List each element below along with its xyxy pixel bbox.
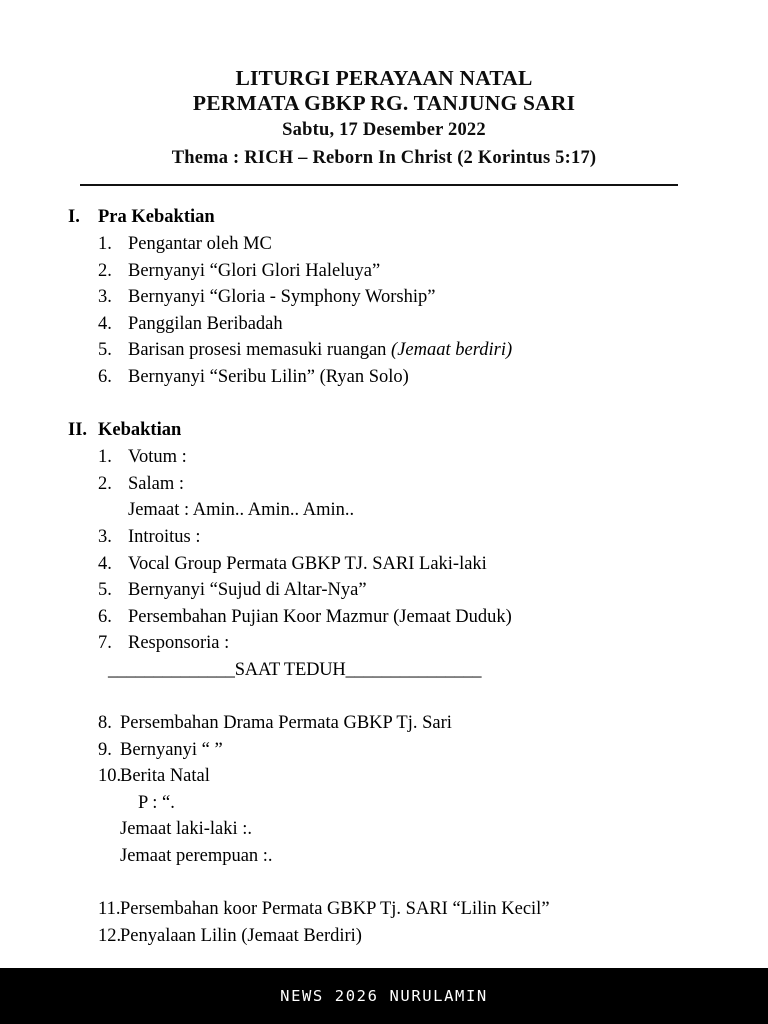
list-item bbox=[0, 604, 768, 631]
list-item-text: Bernyanyi “ ” bbox=[120, 739, 223, 760]
list-marker: 5. bbox=[98, 340, 112, 361]
list-item-text: Persembahan Pujian Koor Mazmur (Jemaat Duduk) bbox=[128, 606, 512, 627]
section-heading-1 bbox=[0, 204, 768, 231]
list-item-text-main: Barisan prosesi memasuki ruangan bbox=[128, 340, 392, 361]
list-marker: 2. bbox=[98, 473, 112, 494]
list-marker: 9. bbox=[98, 739, 112, 760]
list-marker: 7. bbox=[98, 633, 112, 654]
saat-teduh-divider: ______________SAAT TEDUH_______________ bbox=[108, 659, 482, 680]
section-gap bbox=[0, 391, 768, 418]
subline-jemaat-laki: Jemaat laki-laki :. bbox=[120, 819, 253, 840]
list-marker: 2. bbox=[98, 260, 112, 281]
block-gap bbox=[0, 684, 768, 711]
theme-line: Thema : RICH – Reborn In Christ (2 Korintus 5:17) bbox=[171, 148, 597, 168]
list-marker: 3. bbox=[98, 287, 112, 308]
date-line: Sabtu, 17 Desember 2022 bbox=[282, 120, 486, 140]
list-marker: 5. bbox=[98, 580, 112, 601]
list-marker: 1. bbox=[98, 234, 112, 254]
list-item bbox=[0, 923, 768, 950]
list-item-text: Salam : bbox=[128, 473, 185, 494]
list-item-text: Pengantar oleh MC bbox=[128, 234, 272, 254]
list-item bbox=[0, 337, 768, 364]
footer-watermark-text: NEWS 2026 NURULAMIN bbox=[280, 987, 488, 1005]
list-item bbox=[0, 763, 768, 790]
subline-jemaat-perempuan: Jemaat perempuan :. bbox=[120, 846, 273, 867]
list-item bbox=[0, 551, 768, 578]
section-title: Kebaktian bbox=[98, 420, 182, 441]
list-marker: 4. bbox=[98, 553, 112, 574]
list-item-text: Bernyanyi “Sujud di Altar-Nya” bbox=[128, 580, 367, 601]
list-item bbox=[0, 364, 768, 391]
list-marker: 11. bbox=[98, 899, 121, 920]
list-item-text: Introitus : bbox=[128, 526, 201, 547]
list-marker: 6. bbox=[98, 606, 112, 627]
footer-watermark-bar bbox=[0, 968, 768, 1024]
list-item-text: Bernyanyi “Seribu Lilin” (Ryan Solo) bbox=[128, 366, 409, 387]
list-item bbox=[0, 258, 768, 285]
list-item bbox=[0, 577, 768, 604]
section-numeral: II. bbox=[68, 420, 88, 441]
list-marker: 12. bbox=[98, 925, 122, 946]
list-marker: 1. bbox=[98, 447, 112, 468]
list-marker: 3. bbox=[98, 526, 112, 547]
list-item bbox=[0, 710, 768, 737]
section-heading-2 bbox=[0, 417, 768, 444]
list-pra-kebaktian bbox=[0, 231, 768, 391]
list-item-text: Votum : bbox=[128, 447, 187, 468]
list-marker: 6. bbox=[98, 366, 112, 387]
list-item bbox=[0, 737, 768, 764]
list-item bbox=[0, 284, 768, 311]
title-line-2: PERMATA GBKP RG. TANJUNG SARI bbox=[192, 91, 576, 115]
list-item bbox=[0, 524, 768, 551]
section-numeral: I. bbox=[68, 207, 80, 227]
list-kebaktian bbox=[0, 444, 768, 949]
document-header bbox=[0, 0, 768, 171]
subline-jemaat-amin: Jemaat : Amin.. Amin.. Amin.. bbox=[128, 500, 355, 521]
title-line-1: LITURGI PERAYAAN NATAL bbox=[235, 66, 533, 90]
list-item bbox=[0, 896, 768, 923]
section-title: Pra Kebaktian bbox=[98, 207, 215, 227]
list-item-text: Persembahan Drama Permata GBKP Tj. Sari bbox=[120, 713, 452, 734]
list-item-text: Persembahan koor Permata GBKP Tj. SARI “Lilin Kecil” bbox=[120, 899, 550, 920]
list-item-text bbox=[128, 337, 768, 364]
block-gap bbox=[0, 870, 768, 897]
list-item-text: Responsoria : bbox=[128, 633, 230, 654]
subline-berita-p: P : “. bbox=[138, 792, 175, 813]
list-marker: 10. bbox=[98, 766, 122, 787]
list-item-text: Bernyanyi “Gloria - Symphony Worship” bbox=[128, 287, 436, 308]
document-body bbox=[0, 186, 768, 949]
section-kebaktian bbox=[0, 417, 768, 949]
list-item bbox=[0, 444, 768, 471]
list-item-text: Bernyanyi “Glori Glori Haleluya” bbox=[128, 260, 381, 281]
list-marker: 4. bbox=[98, 313, 112, 334]
list-item-note-italic: (Jemaat berdiri) bbox=[391, 340, 513, 361]
list-item bbox=[0, 471, 768, 498]
list-item bbox=[0, 311, 768, 338]
list-item bbox=[0, 231, 768, 258]
list-marker: 8. bbox=[98, 713, 112, 734]
list-item bbox=[0, 630, 768, 657]
list-item-text: Vocal Group Permata GBKP TJ. SARI Laki-laki bbox=[128, 553, 487, 574]
section-pra-kebaktian bbox=[0, 204, 768, 391]
list-item-text: Panggilan Beribadah bbox=[128, 313, 283, 334]
list-item-text: Berita Natal bbox=[120, 766, 210, 787]
list-item-text: Penyalaan Lilin (Jemaat Berdiri) bbox=[120, 925, 362, 946]
